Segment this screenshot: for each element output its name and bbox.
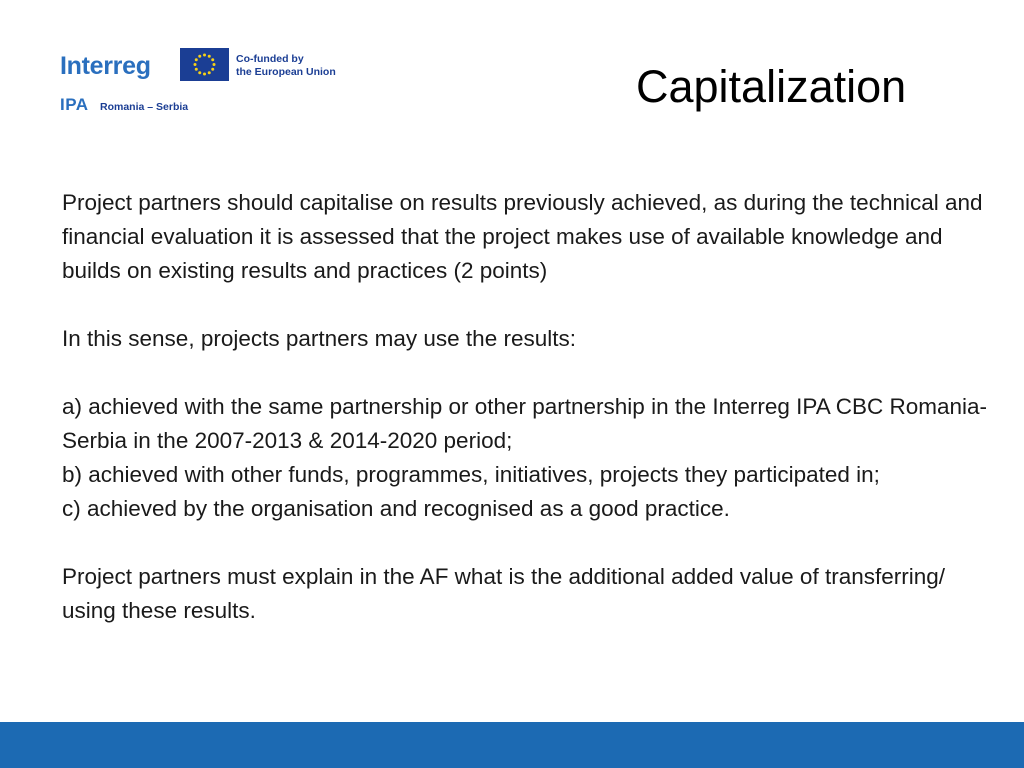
eu-cofunded-line2: the European Union [236,65,336,78]
list-item-a: a) achieved with the same partnership or other partnership in the Interreg IPA CBC Romania-Serbia in the 2007-2013 & 2014-2020 period; [62,394,988,453]
eu-cofunded-line1: Co-funded by [236,53,304,65]
list-item-b: b) achieved with other funds, programmes, initiatives, projects they participated in; [62,462,880,487]
page-title: Capitalization [636,61,907,112]
list-item-c: c) achieved by the organisation and recognised as a good practice. [62,496,730,521]
logo-region-label: Romania – Serbia [100,101,189,113]
eu-cofunded-text [236,53,336,78]
eu-flag-icon [180,48,229,81]
paragraph-sense: In this sense, projects partners may use the results: [62,326,576,351]
paragraph-conclusion: Project partners must explain in the AF what is the additional added value of transferring/ using these results. [62,564,945,623]
eu-stars-icon [180,48,229,81]
paragraph-intro: Project partners should capitalise on results previously achieved, as during the technical and financial evaluation it is assessed that the project makes use of available knowledge and builds on existing results and practices (2 points) [62,190,983,283]
interreg-logo [58,44,358,116]
slide-body [62,186,992,628]
footer-bar [0,722,1024,768]
logo-ipa-wordmark: IPA [60,95,89,114]
logo-interreg-wordmark: Interreg [60,52,151,80]
